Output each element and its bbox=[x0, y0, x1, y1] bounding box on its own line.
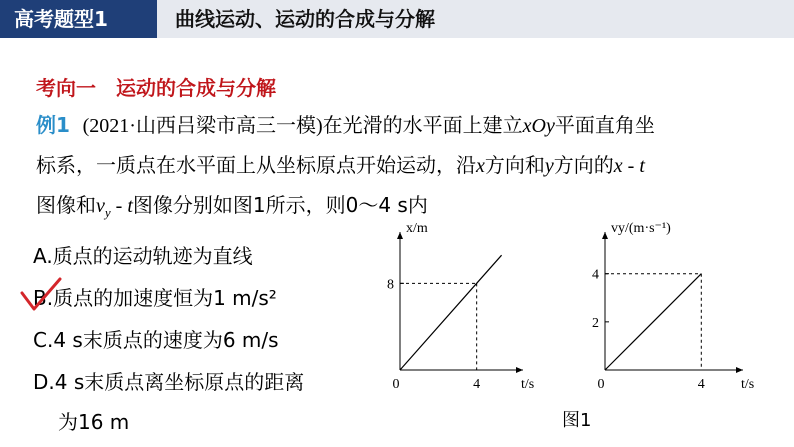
var-v-sub: y bbox=[104, 205, 111, 220]
topic-tag: 高考题型1 bbox=[0, 0, 157, 38]
option-d-continued: 为16 m bbox=[58, 410, 130, 434]
y-axis-arrow bbox=[397, 232, 403, 239]
y-axis-arrow bbox=[602, 232, 608, 239]
problem-text: 标系，一质点在水平面上从坐标原点开始运动，沿 bbox=[36, 153, 476, 177]
problem-line-1 bbox=[36, 110, 781, 141]
x-tick-label: 4 bbox=[473, 377, 481, 392]
y-tick-label: 8 bbox=[387, 277, 394, 293]
problem-text: 图像和 bbox=[36, 193, 96, 217]
option-a[interactable]: A.质点的运动轨迹为直线 bbox=[33, 244, 253, 268]
problem-text: 图像分别如图1所示，则0～4 s内 bbox=[132, 193, 428, 217]
x-axis-label: t/s bbox=[521, 377, 535, 392]
var-v: v bbox=[96, 195, 105, 217]
example-label: 例1 bbox=[36, 113, 70, 137]
option-c[interactable]: C.4 s末质点的速度为6 m/s bbox=[33, 328, 279, 352]
y-tick-label: 2 bbox=[592, 315, 599, 331]
problem-text: 方向和 bbox=[484, 153, 545, 177]
x-t-graph bbox=[380, 221, 540, 398]
problem-text: 在光滑的水平面上建立 bbox=[322, 113, 523, 137]
x-tick-label: 4 bbox=[697, 377, 705, 392]
page-title: 曲线运动、运动的合成与分解 bbox=[175, 7, 435, 31]
var-xt: x - t bbox=[613, 155, 645, 177]
option-b[interactable]: B.质点的加速度恒为1 m/s² bbox=[33, 286, 277, 310]
problem-source: (2021·山西吕梁市高三一模) bbox=[82, 115, 323, 137]
var-t: t bbox=[127, 195, 133, 217]
vy-t-graph bbox=[580, 221, 760, 398]
y-axis-label: x/m bbox=[406, 221, 428, 236]
section-title: 考向一 运动的合成与分解 bbox=[36, 76, 276, 100]
figure-caption: 图1 bbox=[562, 410, 592, 431]
data-line bbox=[605, 274, 701, 370]
origin-label: 0 bbox=[392, 377, 400, 392]
problem-text: - bbox=[110, 195, 128, 217]
x-axis-arrow bbox=[736, 367, 743, 373]
var-y: y bbox=[544, 155, 554, 177]
var-x: x bbox=[476, 155, 485, 177]
x-axis-label: t/s bbox=[741, 377, 755, 392]
problem-text: 方向的 bbox=[553, 153, 614, 177]
var-xoy: xOy bbox=[522, 115, 555, 137]
problem-line-2 bbox=[36, 150, 781, 181]
y-axis-label: vy/(m·s⁻¹) bbox=[611, 221, 671, 236]
data-line bbox=[400, 255, 502, 370]
origin-label: 0 bbox=[597, 377, 605, 392]
option-d[interactable]: D.4 s末质点离坐标原点的距离 bbox=[33, 370, 305, 394]
problem-text: 平面直角坐 bbox=[554, 113, 655, 137]
y-tick-label: 4 bbox=[592, 267, 599, 283]
x-axis-arrow bbox=[516, 367, 523, 373]
check-mark-icon bbox=[20, 275, 62, 315]
